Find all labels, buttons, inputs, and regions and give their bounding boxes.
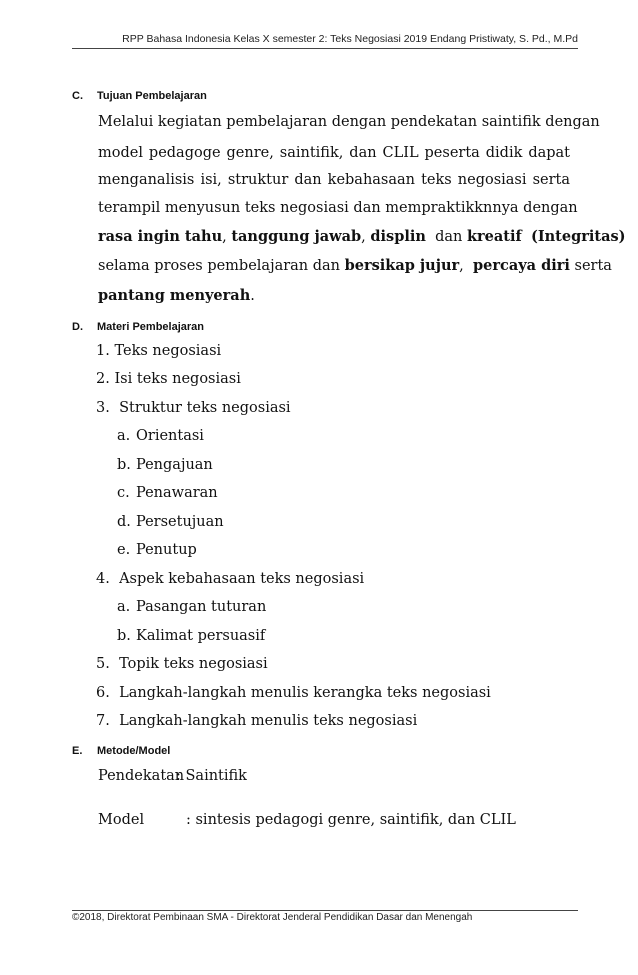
objective-line-2: model pedagoge genre, saintifik, dan CLIL peserta didik dapat — [98, 145, 570, 161]
pendekatan-key: Pendekatan — [98, 768, 185, 784]
separator-text — [522, 229, 531, 245]
list-marker: e. — [117, 542, 131, 558]
list-item — [117, 626, 265, 646]
separator-text: , — [222, 229, 232, 245]
objective-line-3: menganalisis isi, struktur dan kebahasaan teks negosiasi serta — [98, 172, 570, 188]
list-item — [96, 341, 221, 361]
list-item — [117, 426, 204, 446]
footer-rule — [72, 910, 578, 911]
objective-line-6 — [98, 256, 612, 276]
model-key: Model — [98, 812, 145, 828]
list-text: Pasangan tuturan — [136, 599, 267, 615]
section-c-letter: C. — [72, 90, 83, 102]
list-marker: b. — [117, 457, 131, 473]
list-marker: 3. — [96, 400, 110, 416]
list-item — [117, 455, 213, 475]
section-d-letter: D. — [72, 321, 83, 333]
list-text: Persetujuan — [136, 514, 224, 530]
header-rule — [72, 48, 578, 49]
objective-line-7 — [98, 286, 570, 306]
list-item — [96, 683, 491, 703]
list-marker: c. — [117, 485, 130, 501]
list-text: Penutup — [136, 542, 197, 558]
list-text: Struktur teks negosiasi — [119, 400, 291, 416]
pendekatan-row — [98, 766, 247, 786]
section-d-title: Materi Pembelajaran — [97, 321, 204, 333]
list-marker: a. — [117, 428, 131, 444]
list-item — [96, 654, 268, 674]
value-rasa-ingin-tahu: rasa ingin tahu — [98, 228, 223, 245]
list-item — [96, 369, 241, 389]
list-marker: b. — [117, 628, 131, 644]
list-marker: 6. — [96, 685, 110, 701]
separator-text: , — [361, 229, 371, 245]
list-text: Aspek kebahasaan teks negosiasi — [119, 571, 365, 587]
pendekatan-value: : Saintifik — [176, 768, 247, 784]
list-item — [96, 569, 364, 589]
value-displin: displin — [370, 228, 426, 245]
list-marker: 7. — [96, 713, 110, 729]
list-item — [117, 540, 197, 560]
value-bersikap-jujur: bersikap jujur — [344, 257, 460, 274]
list-item — [117, 512, 224, 532]
value-integritas: (Integritas) — [530, 228, 626, 245]
list-item — [96, 398, 291, 418]
objective-line-5 — [98, 227, 626, 247]
list-text: Penawaran — [136, 485, 218, 501]
model-row — [98, 810, 516, 830]
list-marker: 4. — [96, 571, 110, 587]
list-text: Langkah-langkah menulis kerangka teks negosiasi — [119, 685, 491, 701]
list-text: Topik teks negosiasi — [119, 656, 268, 672]
list-text: Kalimat persuasif — [136, 628, 266, 644]
list-text: Isi teks negosiasi — [114, 371, 241, 387]
list-marker: d. — [117, 514, 131, 530]
model-value: : sintesis pedagogi genre, saintifik, dan CLIL — [186, 812, 516, 828]
line-text: selama proses pembelajaran dan — [98, 258, 345, 274]
section-e-title: Metode/Model — [97, 745, 171, 757]
list-item — [117, 483, 218, 503]
objective-line-4: terampil menyusun teks negosiasi dan mempraktikknnya dengan — [98, 200, 578, 216]
list-marker: 2. — [96, 371, 110, 387]
list-marker: 1. — [96, 343, 110, 359]
value-tanggung-jawab: tanggung jawab — [231, 228, 362, 245]
value-pantang-menyerah: pantang menyerah — [98, 287, 251, 304]
section-d-heading — [72, 321, 204, 333]
connector-text: dan — [425, 229, 467, 245]
objective-line-1: Melalui kegiatan pembelajaran dengan pendekatan saintifik dengan — [98, 114, 600, 130]
page-header: RPP Bahasa Indonesia Kelas X semester 2: Teks Negosiasi 2019 Endang Pristiwaty, S. Pd., M.Pd — [122, 33, 578, 45]
value-kreatif: kreatif — [467, 228, 522, 245]
list-text: Langkah-langkah menulis teks negosiasi — [119, 713, 418, 729]
separator-text: , — [459, 258, 473, 274]
section-c-heading — [72, 90, 207, 102]
list-text: Teks negosiasi — [114, 343, 222, 359]
section-e-letter: E. — [72, 745, 83, 757]
period-text: . — [250, 288, 255, 304]
list-item — [117, 597, 266, 617]
list-marker: a. — [117, 599, 131, 615]
section-e-heading — [72, 745, 170, 757]
list-marker: 5. — [96, 656, 110, 672]
section-c-title: Tujuan Pembelajaran — [97, 90, 207, 102]
page-footer: ©2018, Direktorat Pembinaan SMA - Direktorat Jenderal Pendidikan Dasar dan Menengah — [72, 912, 473, 923]
list-text: Orientasi — [136, 428, 204, 444]
value-percaya-diri: percaya diri — [472, 257, 570, 274]
list-text: Pengajuan — [136, 457, 213, 473]
line-text: serta — [569, 258, 612, 274]
list-item — [96, 711, 417, 731]
